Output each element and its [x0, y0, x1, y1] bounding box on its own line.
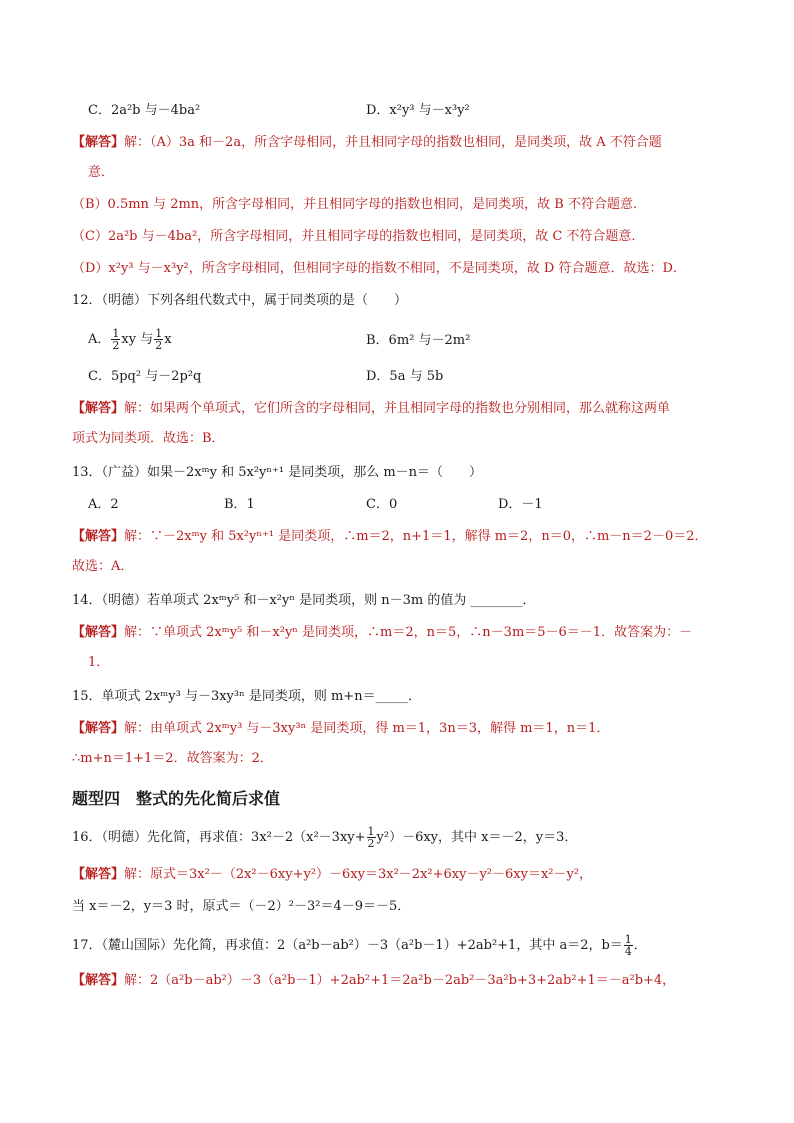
q16-stem: 16．（明德）先化简，再求值：3x²－2（x²－3xy+ $\frac{1}{2}$ y²）－6xy，其中 x＝－2，y＝3． — [72, 825, 578, 850]
q16-answer-line-2: 当 x＝－2，y＝3 时，原式＝（－2）²－3²＝4－9＝－5． — [72, 899, 411, 914]
q12-option-c: C．5pq² 与－2p²q — [88, 369, 202, 384]
answer-tag: 【解答】 — [72, 529, 125, 544]
q11-answer-text-1: 解：（A）3a 和－2a，所含字母相同，并且相同字母的指数也相同，是同类项，故 A 不符合题 — [124, 135, 662, 150]
q11-answer-line-1 — [72, 134, 662, 152]
answer-tag: 【解答】 — [72, 867, 125, 882]
q12-answer-line-1: 【解答】解：如果两个单项式，它们所含的字母相同，并且相同字母的指数也分别相同，那么就称这两单 — [72, 401, 671, 416]
q12-option-a-fraction-1: $\frac{1}{2}$ — [112, 327, 120, 352]
q15-answer-line-1: 【解答】解：由单项式 2xᵐy³ 与－3xy³ⁿ 是同类项，得 m＝1，3n＝3，解得 m＝1，n＝1． — [72, 721, 610, 736]
q12-option-a: A． $\frac{1}{2}$ xy 与 $\frac{1}{2}$ x — [88, 327, 172, 352]
q11-answer-line-2: 意． — [88, 165, 115, 180]
q15-answer-line-2: ∴m+n＝1+1＝2．故答案为：2． — [72, 751, 273, 766]
q11-answer-line-4: （C）2a²b 与－4ba²，所含字母相同，并且相同字母的指数也相同，是同类项，故 C 不符合题意． — [72, 229, 645, 244]
q14-answer-line-2: 1． — [88, 655, 110, 670]
q16-answer-line-1: 【解答】解：原式＝3x²－（2x²－6xy+y²）－6xy＝3x²－2x²+6xy－y²－6xy＝x²－y²， — [72, 867, 593, 882]
q11-answer-line-5: （D）x²y³ 与－x³y²，所含字母相同，但相同字母的指数不相同，不是同类项，故 D 符合题意．故选：D． — [72, 261, 686, 276]
q11-answer-line-3: （B）0.5mn 与 2mn，所含字母相同，并且相同字母的指数也相同，是同类项，故 B 不符合题意． — [72, 197, 646, 212]
q12-option-a-label: A． — [88, 332, 111, 347]
q13-answer-line-1: 【解答】解：∵－2xᵐy 和 5x²yⁿ⁺¹ 是同类项，∴m＝2，n+1＝1，解得 m＝2，n＝0，∴m－n＝2－0＝2． — [72, 529, 708, 544]
q17-answer-line-1: 【解答】解：2（a²b－ab²）－3（a²b－1）+2ab²+1＝2a²b－2ab²－3a²b+3+2ab²+1＝－a²b+4， — [72, 973, 676, 988]
q17-fraction: $\frac{1}{4}$ — [624, 933, 632, 958]
q14-answer-line-1: 【解答】解：∵单项式 2xᵐy⁵ 和－x²yⁿ 是同类项，∴m＝2，n＝5，∴n－3m＝5－6＝－1．故答案为：－ — [72, 625, 693, 640]
q11-option-d: D．x²y³ 与－x³y² — [366, 103, 470, 118]
q13-stem: 13．（广益）如果－2xᵐy 和 5x²yⁿ⁺¹ 是同类项，那么 m－n＝（ ） — [72, 465, 483, 480]
q17-stem: 17．（麓山国际）先化简，再求值：2（a²b－ab²）－3（a²b－1）+2ab²+1，其中 a＝2，b＝ $\frac{1}{4}$ ． — [72, 933, 647, 958]
q14-stem: 14．（明德）若单项式 2xᵐy⁵ 和－x²yⁿ 是同类项，则 n－3m 的值为 ________． — [72, 593, 536, 608]
answer-tag: 【解答】 — [72, 973, 125, 988]
q15-stem: 15．单项式 2xᵐy³ 与－3xy³ⁿ 是同类项，则 m+n＝_____． — [72, 689, 422, 704]
q13-option-b: B．1 — [224, 497, 255, 512]
q16-fraction: $\frac{1}{2}$ — [367, 825, 375, 850]
q13-option-d: D．－1 — [498, 497, 543, 512]
q12-answer-line-2: 项式为同类项．故选：B． — [72, 431, 225, 446]
q12-option-a-fraction-2: $\frac{1}{2}$ — [155, 327, 163, 352]
q12-option-b: B．6m² 与－2m² — [366, 333, 471, 348]
answer-tag: 【解答】 — [72, 135, 125, 150]
answer-tag: 【解答】 — [72, 401, 125, 416]
q13-answer-line-2: 故选：A． — [72, 559, 134, 574]
q13-option-a: A．2 — [88, 497, 119, 512]
answer-tag: 【解答】 — [72, 721, 125, 736]
section-title: 题型四 整式的先化简后求值 — [72, 789, 281, 808]
q12-stem: 12．（明德）下列各组代数式中，属于同类项的是（ ） — [72, 293, 408, 308]
q13-option-c: C．0 — [366, 497, 398, 512]
answer-tag: 【解答】 — [72, 625, 125, 640]
q12-option-d: D．5a 与 5b — [366, 369, 444, 384]
q11-option-c: C．2a²b 与－4ba² — [88, 103, 201, 118]
